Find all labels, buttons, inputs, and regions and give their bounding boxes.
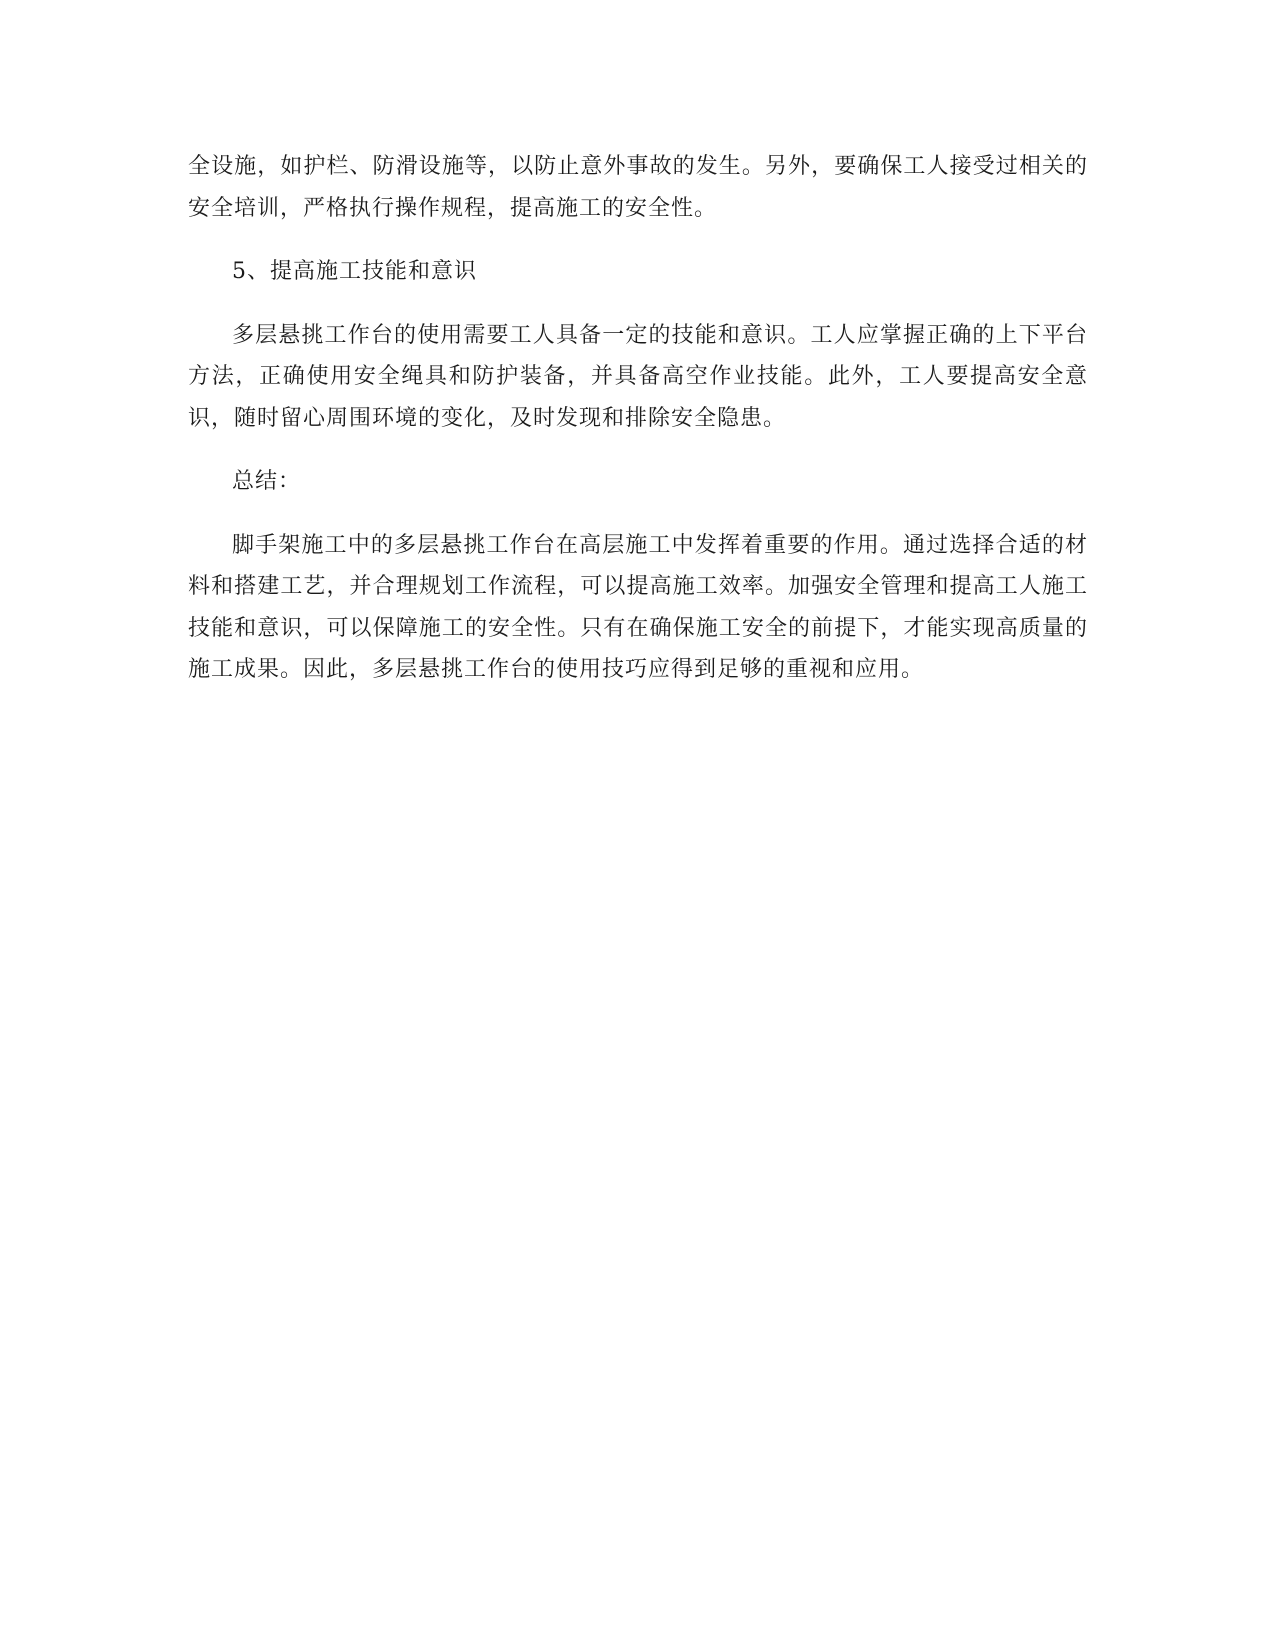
paragraph-skills-awareness: 多层悬挑工作台的使用需要工人具备一定的技能和意识。工人应掌握正确的上下平台方法，正确使用安全绳具和防护装备，并具备高空作业技能。此外，工人要提高安全意识，随时留心周围环境的变化，及时发现和排除安全隐患。 [188, 322, 1088, 431]
section-heading-skills-awareness: 5、提高施工技能和意识 [232, 259, 477, 284]
section-heading-summary: 总结： [232, 469, 302, 494]
document-body [188, 146, 1088, 691]
paragraph-summary: 脚手架施工中的多层悬挑工作台在高层施工中发挥着重要的作用。通过选择合适的材料和搭建工艺，并合理规划工作流程，可以提高施工效率。加强安全管理和提高工人施工技能和意识，可以保障施工的安全性。只有在确保施工安全的前提下，才能实现高质量的施工成果。因此，多层悬挑工作台的使用技巧应得到足够的重视和应用。 [188, 532, 1088, 682]
paragraph-safety-facilities: 全设施，如护栏、防滑设施等，以防止意外事故的发生。另外，要确保工人接受过相关的安全培训，严格执行操作规程，提高施工的安全性。 [188, 154, 1088, 221]
